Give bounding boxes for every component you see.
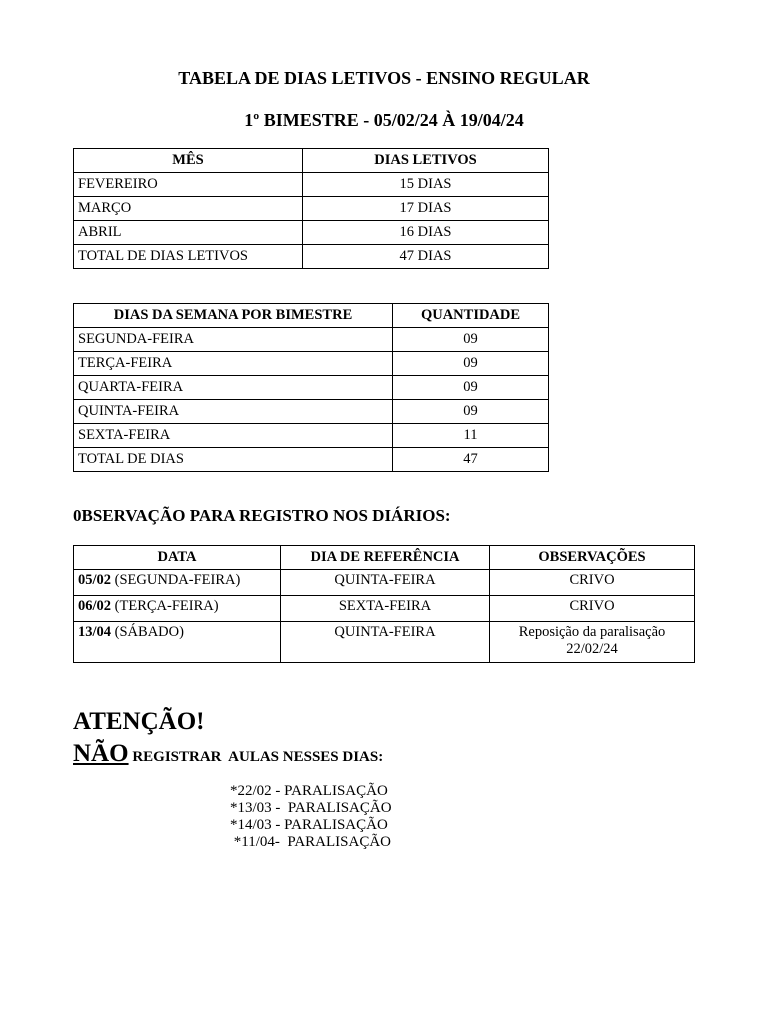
month-cell: TOTAL DE DIAS LETIVOS [74,245,303,269]
attention-heading: ATENÇÃO! [73,708,205,735]
date-cell [74,570,281,596]
diary-observations-table [73,545,695,663]
date-header: DATA [74,546,281,570]
weekday-cell: QUARTA-FEIRA [74,376,393,400]
table-row [74,570,695,596]
table-row [74,424,549,448]
list-item: *14/03 - PARALISAÇÃO [230,817,388,833]
table-row [74,596,695,622]
month-header: MÊS [74,149,303,173]
table-row [74,448,549,472]
quantity-cell: 09 [393,400,549,424]
date-cell [74,596,281,622]
school-days-header: DIAS LETIVOS [303,149,549,173]
table-row [74,173,549,197]
table-row [74,245,549,269]
date-value: 06/02 [78,598,112,614]
month-cell: MARÇO [74,197,303,221]
table-row [74,197,549,221]
date-value: 05/02 [78,572,112,588]
notes-cell: CRIVO [490,570,695,596]
notes-cell: CRIVO [490,596,695,622]
days-cell: 15 DIAS [303,173,549,197]
days-cell: 17 DIAS [303,197,549,221]
school-days-by-month-table [73,148,549,269]
quantity-cell: 09 [393,352,549,376]
nao-word: NÃO [73,740,129,767]
table-row [74,221,549,245]
weekday-cell: TOTAL DE DIAS [74,448,393,472]
bimester-subtitle: 1º BIMESTRE - 05/02/24 À 19/04/24 [244,110,524,130]
quantity-cell: 47 [393,448,549,472]
notes-header: OBSERVAÇÕES [490,546,695,570]
table-row [74,622,695,663]
table-row [74,400,549,424]
reference-day-header: DIA DE REFERÊNCIA [281,546,490,570]
do-not-register-text: REGISTRAR AULAS NESSES DIAS: [128,749,384,765]
table-header-row [74,149,549,173]
reference-day-cell: QUINTA-FEIRA [281,570,490,596]
table-row [74,328,549,352]
list-item: *22/02 - PARALISAÇÃO [230,783,388,799]
document-title: TABELA DE DIAS LETIVOS - ENSINO REGULAR [178,68,590,88]
weekday-value: (SÁBADO) [111,624,184,640]
table-row [74,376,549,400]
list-item: *11/04- PARALISAÇÃO [230,834,391,850]
weekday-cell: SEXTA-FEIRA [74,424,393,448]
do-not-register-line [73,740,383,768]
weekday-value: (TERÇA-FEIRA) [111,598,219,614]
weekday-cell: TERÇA-FEIRA [74,352,393,376]
table-header-row [74,304,549,328]
date-cell [74,622,281,663]
quantity-cell: 11 [393,424,549,448]
reference-day-cell: QUINTA-FEIRA [281,622,490,663]
days-cell: 16 DIAS [303,221,549,245]
month-cell: FEVEREIRO [74,173,303,197]
weekday-value: (SEGUNDA-FEIRA) [111,572,241,588]
date-value: 13/04 [78,624,112,640]
reference-day-cell: SEXTA-FEIRA [281,596,490,622]
observations-heading: 0BSERVAÇÃO PARA REGISTRO NOS DIÁRIOS: [73,506,451,525]
days-cell: 47 DIAS [303,245,549,269]
month-cell: ABRIL [74,221,303,245]
quantity-cell: 09 [393,376,549,400]
weekday-header: DIAS DA SEMANA POR BIMESTRE [74,304,393,328]
table-header-row [74,546,695,570]
quantity-header: QUANTIDADE [393,304,549,328]
strike-days-list [230,783,392,851]
quantity-cell: 09 [393,328,549,352]
table-row [74,352,549,376]
weekdays-per-bimester-table [73,303,549,472]
weekday-cell: SEGUNDA-FEIRA [74,328,393,352]
notes-cell: Reposição da paralisação 22/02/24 [490,622,695,663]
weekday-cell: QUINTA-FEIRA [74,400,393,424]
list-item: *13/03 - PARALISAÇÃO [230,800,392,816]
